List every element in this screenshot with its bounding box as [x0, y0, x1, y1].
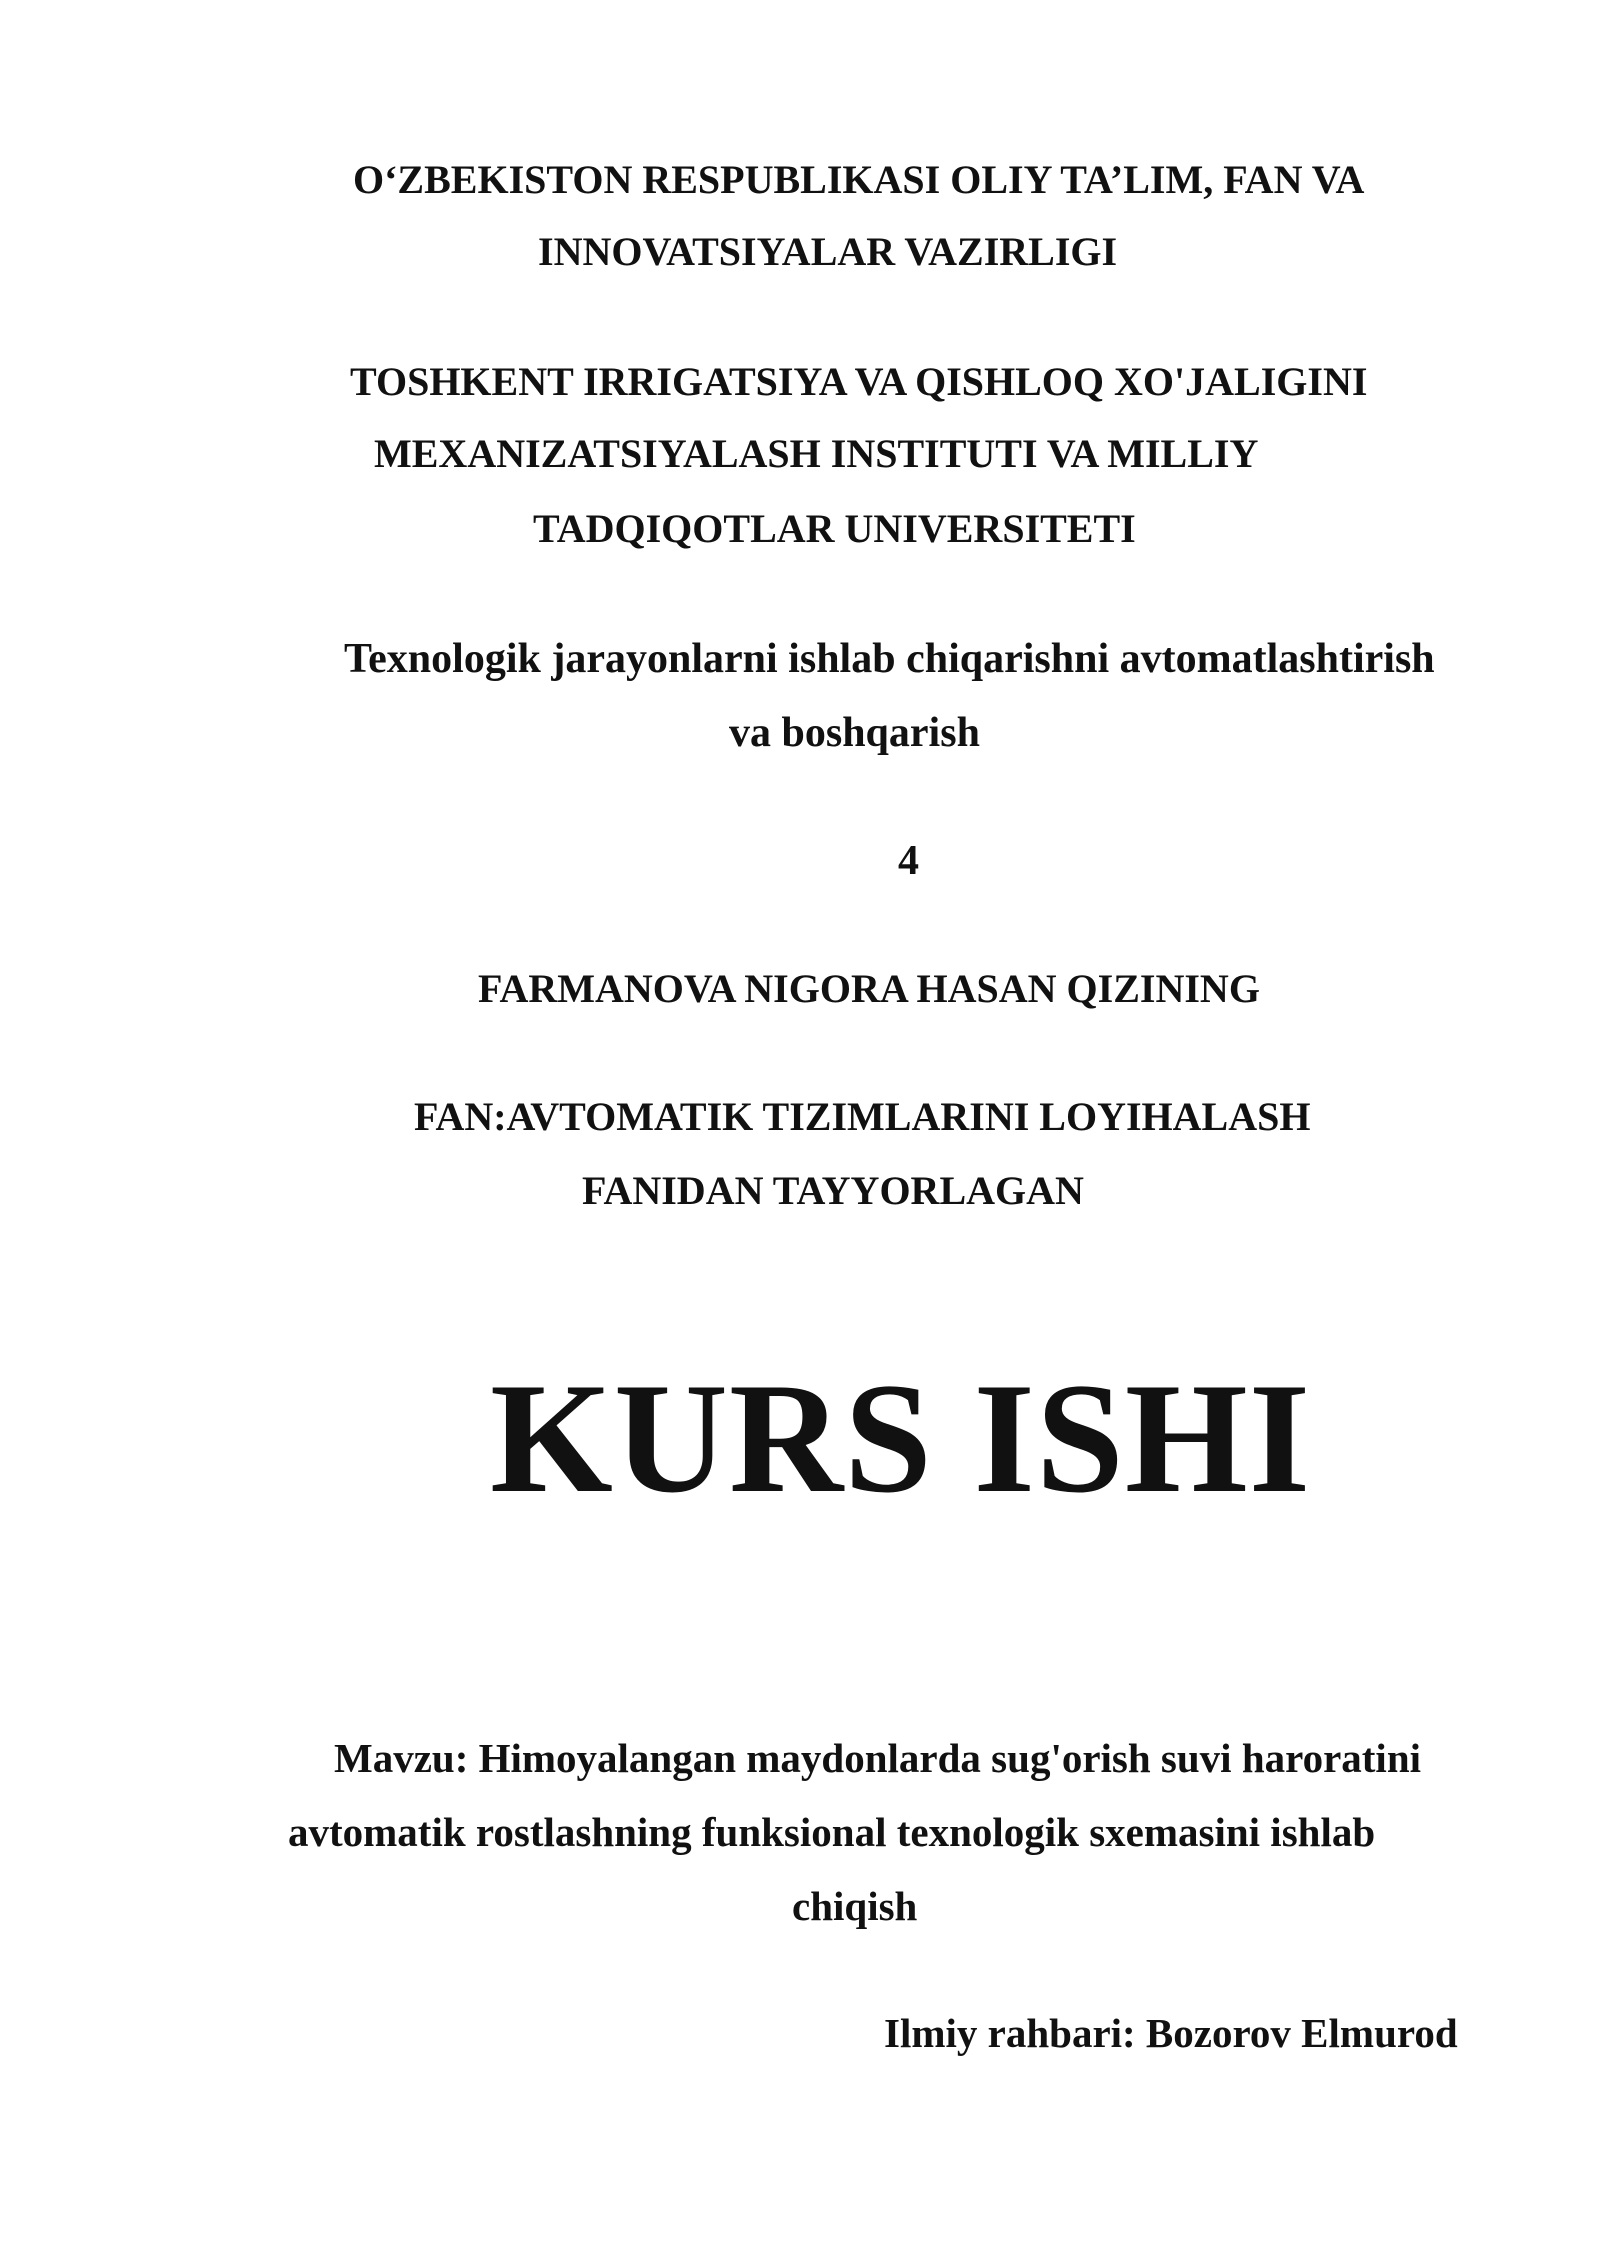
- topic-line-2: avtomatik rostlashning funksional texnologik sxemasini ishlab: [288, 1809, 1376, 1855]
- institute-name-line-2: MEXANIZATSIYALASH INSTITUTI VA MILLIY: [374, 431, 1259, 476]
- group-number: 4: [898, 838, 919, 884]
- department-name-line-1: Texnologik jarayonlarni ishlab chiqarishni avtomatlashtirish: [344, 636, 1435, 682]
- scientific-advisor: Ilmiy rahbari: Bozorov Elmurod: [884, 2010, 1458, 2056]
- institute-name-line-3: TADQIQOTLAR UNIVERSITETI: [533, 506, 1136, 551]
- subject-line-1: FAN:AVTOMATIK TIZIMLARINI LOYIHALASH: [414, 1094, 1311, 1139]
- institute-name-line-1: TOSHKENT IRRIGATSIYA VA QISHLOQ XO'JALIGINI: [350, 359, 1368, 404]
- ministry-name-line-1: O‘ZBEKISTON RESPUBLIKASI OLIY TA’LIM, FAN VA: [353, 157, 1365, 202]
- ministry-name-line-2: INNOVATSIYALAR VAZIRLIGI: [538, 229, 1118, 274]
- subject-line-2: FANIDAN TAYYORLAGAN: [582, 1168, 1084, 1213]
- document-title: KURS ISHI: [490, 1351, 1312, 1526]
- topic-line-1: Mavzu: Himoyalangan maydonlarda sug'orish suvi haroratini: [334, 1735, 1422, 1781]
- department-name-line-2: va boshqarish: [729, 710, 980, 756]
- student-name: FARMANOVA NIGORA HASAN QIZINING: [478, 966, 1260, 1011]
- topic-line-3: chiqish: [792, 1883, 918, 1929]
